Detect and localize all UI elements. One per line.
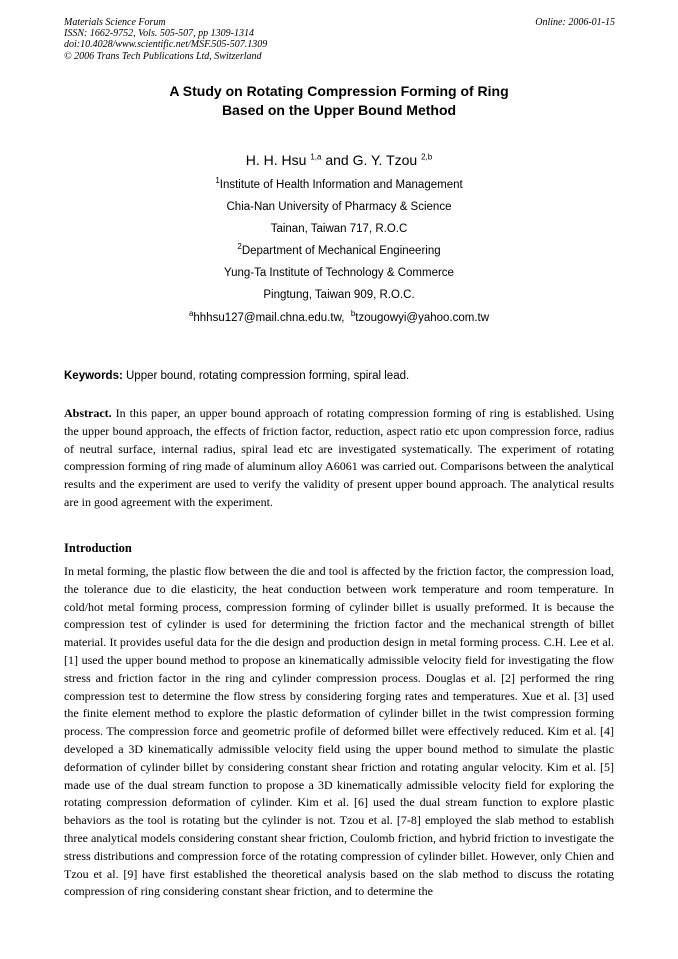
introduction-text: In metal forming, the plastic flow between the die and tool is affected by the friction factor, the compression load, the tolerance due to die elasticity, the heat conduction between work temperature and room temperature. In cold/hot metal forming process, compression forming of cylinder billet is usually preformed. It is because the compression test of cylinder is used for determining the friction factor and the mechanical strength of billet material. It provides useful data for the die design and production design in metal forming process. C.H. Lee et al. [1] used the upper bound method to propose an kinematically admissible velocity field for investigating the flow stress and friction factor in the ring and cylinder compression process. Douglas et al. [2] performed the ring compression test to determine the flow stress by considering forging rates and temperatures. Xue et al. [3] used the finite element method to explore the plastic deformation of cylinder billet in the twist compression forming process. The compression force and geometric profile of deformed billet were effectively reduced. Kim et al. [4] developed a 3D kinematically admissible velocity field using the upper bound method to simulate the plastic deformation of cylinder billet by considering constant shear friction and rotating angular velocity. Kim et al. [5] made use of the dual stream function to propose a 3D kinematically admissible velocity field for exploring the rotating compression deformation of cylinder. Kim et al. [6] used the dual stream function to explore plastic behaviors as the tool is rotating but the cylinder is not. Tzou et al. [7-8] employed the slab method to establish three analytical models considering constant shear friction, Coulomb friction, and hybrid friction to investigate the stress distributions and compression force of the rotating compression of cylinder billet. However, only Chien and Tzou et al. [9] have first established the theoretical analysis based on the slab method to discuss the rotating compression of ring considering constant shear friction, and to determine the: [64, 564, 614, 899]
email-a: hhhsu127@mail.chna.edu.tw,: [193, 312, 345, 324]
affiliation-2-line-2: Yung-Ta Institute of Technology & Commerce: [224, 267, 454, 279]
affiliation-1-line-1: [0, 176, 678, 191]
keywords-label: Keywords:: [64, 370, 123, 382]
affiliation-2-line-3: Pingtung, Taiwan 909, R.O.C.: [263, 289, 415, 301]
journal-copyright: © 2006 Trans Tech Publications Ltd, Switzerland: [64, 50, 262, 62]
authors-and: and: [325, 152, 349, 168]
affiliation-2-sup: 2: [237, 242, 242, 252]
affiliation-2-line-1: [0, 242, 678, 257]
affiliation-2-text: Department of Mechanical Engineering: [241, 245, 441, 257]
keywords: [64, 370, 409, 382]
affiliation-1-line-2: Chia-Nan University of Pharmacy & Science: [226, 201, 452, 213]
email-b: tzougowyi@yahoo.com.tw: [355, 312, 490, 324]
online-date: Online: 2006-01-15: [535, 17, 615, 28]
journal-issn: ISSN: 1662-9752, Vols. 505-507, pp 1309-1314: [64, 28, 254, 40]
authors-line: [0, 152, 678, 168]
keywords-text: Upper bound, rotating compression forming, spiral lead.: [126, 370, 410, 382]
email-a-sup: a: [188, 309, 194, 319]
affiliation-1-text: Institute of Health Information and Management: [219, 179, 463, 191]
journal-name: Materials Science Forum: [64, 17, 166, 28]
affiliation-1-line-3: Tainan, Taiwan 717, R.O.C: [270, 223, 408, 235]
abstract-text: In this paper, an upper bound approach of rotating compression forming of ring is established. Using the upper bound approach, the effects of friction factor, reduction, aspect ratio etc upon compression force, radius of neutral surface, internal radius, spiral lead etc are investigated systematically. The experiment of rotating compression forming of ring made of aluminum alloy A6061 was carried out. Comparisons between the analytical results and the experiment are used to verify the validity of present upper bound approach. The analytical results are in good agreement with the experiment.: [64, 406, 614, 509]
author-emails: [0, 309, 678, 324]
author-1: H. H. Hsu: [245, 152, 307, 168]
abstract-label: Abstract.: [64, 406, 112, 420]
abstract: [64, 405, 614, 512]
author-2: G. Y. Tzou: [352, 152, 418, 168]
journal-doi: doi:10.4028/www.scientific.net/MSF.505-507.1309: [64, 39, 268, 51]
affiliation-1-sup: 1: [215, 176, 220, 186]
author-2-sup: 2,b: [421, 152, 433, 162]
paper-title: [0, 82, 678, 120]
author-1-sup: 1,a: [310, 152, 322, 162]
introduction-heading: Introduction: [64, 541, 132, 555]
title-line-1: A Study on Rotating Compression Forming of Ring: [169, 83, 509, 99]
journal-info: [64, 17, 267, 62]
title-line-2: Based on the Upper Bound Method: [221, 102, 457, 118]
email-b-sup: b: [350, 309, 356, 319]
